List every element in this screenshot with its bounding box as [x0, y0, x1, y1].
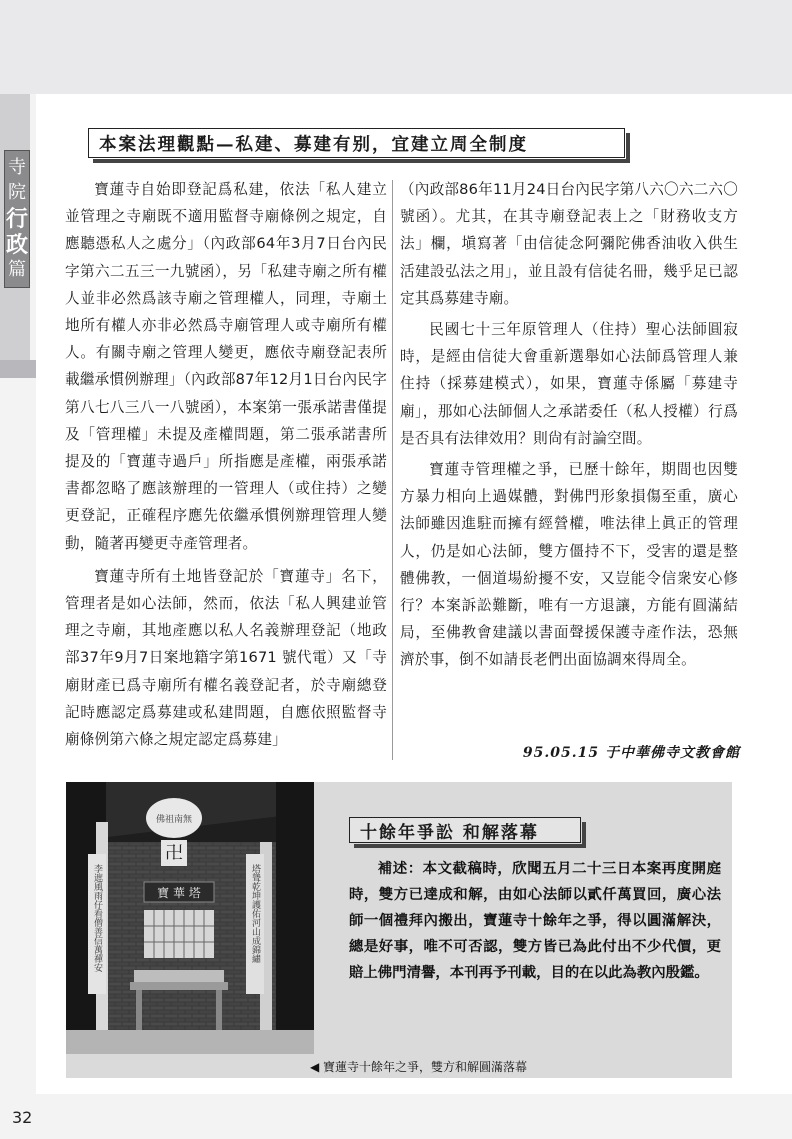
- article-paragraph: 寶蓮寺管理權之爭，已歷十餘年，期間也因雙方暴力相向上過媒體，對佛門形象損傷至重，廣心法師雖因進駐而擁有經營權，唯法律上眞正的管理人，仍是如心法師，雙方僵持不下，受害的還是整體佛教，一個道場紛擾不安，又豈能令信衆安心修行？本案訴訟難斷，唯有一方退讓，方能有圓滿結局，至佛教會建議以書面聲援保護寺產作法，恐無濟於事，倒不如請長老們出面協調來得周全。: [400, 461, 738, 669]
- article-title: 本案法理觀點—私建、募建有别，宜建立周全制度: [88, 128, 625, 158]
- section-tab-char: 寺: [8, 156, 26, 178]
- section-tab-char: 政: [5, 231, 28, 258]
- article-paragraph: （內政部86年11月24日台內民字第八六〇六二六〇號函）。尤其，在其寺廟登記表上之「財務收支方法」欄，塡寫著「由信徒念阿彌陀佛香油收入供生活建設弘法之用」，並且設有信徒名冊，幾乎足已認定其爲募建寺廟。: [400, 181, 738, 307]
- page-top-band: [0, 0, 792, 94]
- left-couplet: 李遮風雨仔看僧善信萬禪安: [92, 864, 102, 972]
- article-paragraph: 寶蓮寺所有土地皆登記於「寶蓮寺」名下，管理者是如心法師，然而，依法「私人興建並管理之寺廟，其地產應以私人名義辦理登記（地政部37年9月7日案地籍字第1671 號代電）又「寺廟財產已爲寺廟所有權名義登記者，於寺廟總登記時應認定爲募建或私建問題，自應依照監督寺廟條例第六條之規定認定爲募建」: [65, 567, 387, 749]
- temple-plaque: 寶 華 塔: [157, 886, 201, 900]
- swastika-icon: 卍: [165, 843, 183, 864]
- page-number: 32: [12, 1108, 33, 1127]
- article-column-left: [65, 176, 387, 753]
- article-signature: 95.05.15 于中華佛寺文教會館: [522, 745, 740, 761]
- supplement-note: [349, 856, 721, 986]
- supplement-title: 十餘年爭訟 和解落幕: [349, 817, 581, 843]
- section-tab-char: 行: [5, 205, 28, 232]
- supplement-text: 補述：本文截稿時，欣聞五月二十三日本案再度開庭時，雙方已達成和解，由如心法師以貳仟萬買回，廣心法師一個禮拜內搬出，寶蓮寺十餘年之爭，得以圓滿解決，總是好事，唯不可否認，雙方皆已為此付出不少代價，更賠上佛門清譽，本刊再予刊載，目的在以此為教內殷鑑。: [349, 861, 721, 981]
- lantern-text: 佛祖南無: [155, 815, 193, 825]
- article-column-right: [400, 176, 738, 674]
- article-paragraph: 民國七十三年原管理人（住持）聖心法師圓寂時，是經由信徒大會重新選舉如心法師爲管理人兼住持（採募建模式），如果，寶蓮寺係屬「募建寺廟」，那如心法師個人之承諾委任（私人授權）行爲是否具有法律效用？則尙有討論空間。: [400, 321, 738, 447]
- temple-photo-illustration: [66, 782, 314, 1054]
- temple-photo: [66, 782, 314, 1054]
- section-tab-char: 院: [8, 182, 26, 204]
- section-tab-char: 篇: [8, 259, 26, 281]
- column-divider: [392, 180, 393, 760]
- right-couplet: 塔聳乾坤護佑河山成錦繡: [250, 864, 260, 963]
- photo-caption: ◀ 寶蓮寺十餘年之爭，雙方和解圓滿落幕: [310, 1060, 528, 1074]
- section-tab: [4, 150, 30, 288]
- article-paragraph: 寶蓮寺自始即登記爲私建，依法「私人建立並管理之寺廟既不適用監督寺廟條例之規定，自應聽憑私人之處分」（內政部64年3月7日台內民字第六二五三一九號函），另「私建寺廟之所有權人並非必然爲該寺廟之管理權人，同理，寺廟土地所有權人亦非必然爲寺廟管理人或寺廟所有權人。有關寺廟之管理人變更，應依寺廟登記表所載繼承慣例辦理」（內政部87年12月1日台內民字第八七八三八一八號函），本案第一張承諾書僅提及「管理權」未提及產權問題，第二張承諾書所提及的「寶蓮寺過戶」所指應是產權，兩張承諾書都忽略了應該辦理的一管理人（或住持）之變更登記，正確程序應先依繼承慣例辦理管理人變動，隨著再變更寺產管理者。: [65, 181, 387, 552]
- side-stripe-accent: [0, 360, 36, 378]
